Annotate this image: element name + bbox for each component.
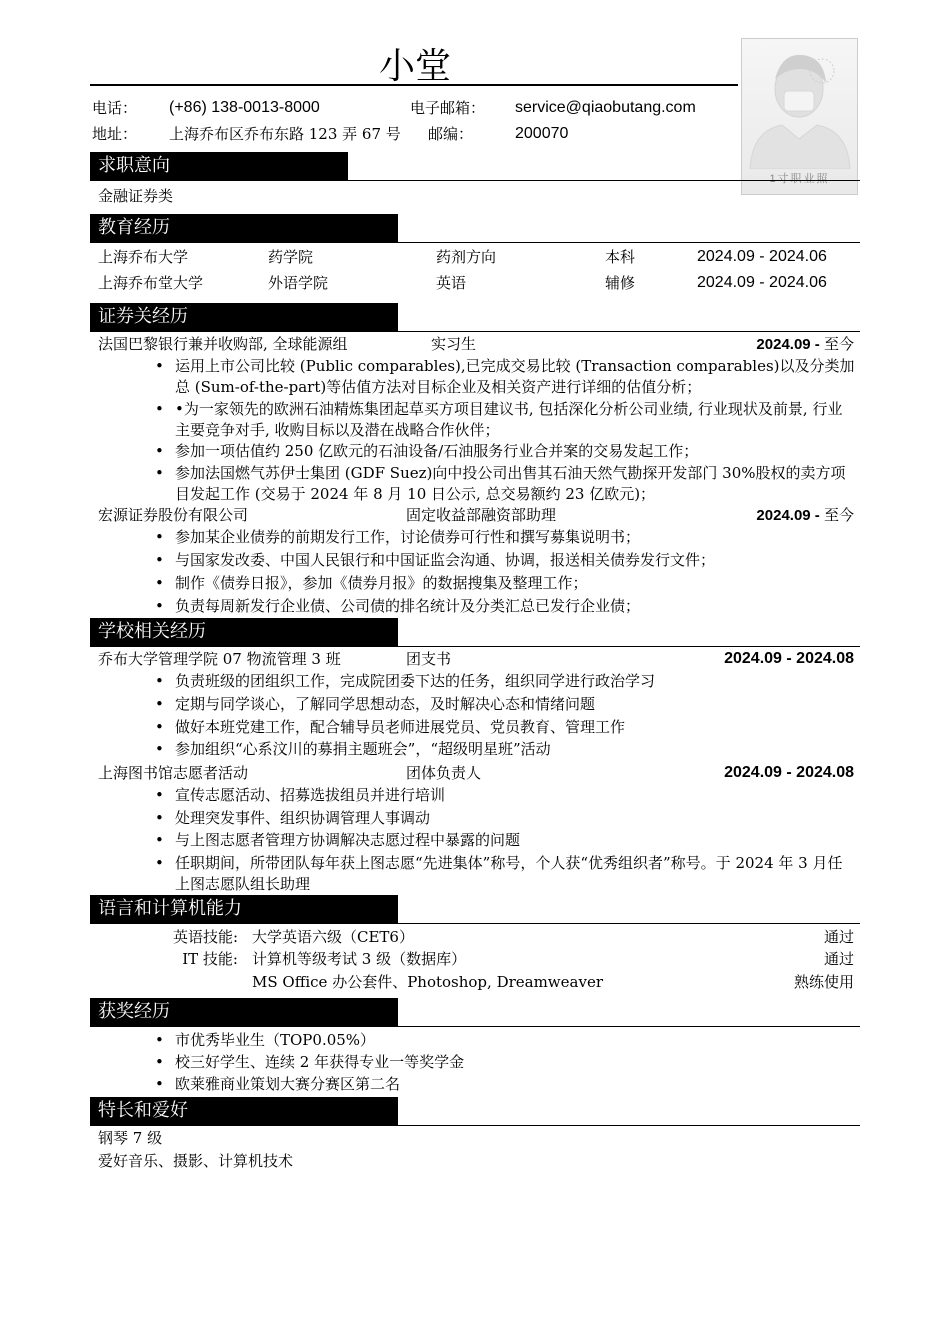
skill-level: 通过 <box>823 928 854 946</box>
work-role: 实习生 <box>431 335 477 353</box>
school-role: 团支书 <box>406 650 452 668</box>
photo-caption: 1寸职业照 <box>769 173 830 185</box>
education-list <box>98 245 858 295</box>
section-title: 证券关经历 <box>90 303 398 331</box>
edu-college: 药学院 <box>268 248 314 266</box>
section-education <box>90 214 860 243</box>
section-title: 特长和爱好 <box>90 1097 398 1125</box>
school-period: 2024.09 - 2024.08 <box>724 764 854 781</box>
name-divider <box>90 84 738 86</box>
section-awards <box>90 998 860 1027</box>
person-silhouette-icon <box>742 39 857 169</box>
address-value: 上海乔布区乔布东路 123 弄 67 号 <box>169 125 401 143</box>
work-role: 固定收益部融资部助理 <box>406 506 557 524</box>
work-end: 至今 <box>823 335 854 353</box>
education-row <box>98 271 858 295</box>
work-org: 宏源证券股份有限公司 <box>98 506 249 524</box>
address-label: 地址： <box>92 125 138 143</box>
zip-value: 200070 <box>515 125 569 142</box>
work-header <box>98 332 858 356</box>
section-title: 语言和计算机能力 <box>90 895 398 923</box>
school-header <box>98 761 858 785</box>
work-header <box>98 503 858 527</box>
zip-label: 邮编： <box>428 125 474 143</box>
section-skills <box>90 895 860 924</box>
school-org: 乔布大学管理学院 07 物流管理 3 班 <box>98 650 341 668</box>
skill-row <box>98 970 854 994</box>
edu-period: 2024.09 - 2024.06 <box>697 274 827 291</box>
work-start: 2024.09 - <box>756 507 824 524</box>
school-role: 团体负责人 <box>406 764 482 782</box>
skill-label: IT 技能: <box>182 950 238 968</box>
hobby-item: 爱好音乐、摄影、计算机技术 <box>98 1152 294 1170</box>
resume-name: 小堂 <box>378 46 451 87</box>
list-item: • 参加一项估值约 250 亿欧元的石油设备/石油服务行业合并案的交易发起工作； <box>155 442 699 460</box>
skill-item: 计算机等级考试 3 级（数据库） <box>252 950 467 968</box>
section-school <box>90 618 860 647</box>
work-end: 至今 <box>823 506 854 524</box>
edu-major: 英语 <box>436 274 467 292</box>
school-header <box>98 647 858 671</box>
edu-school: 上海乔布大学 <box>98 248 189 266</box>
section-intent <box>90 152 860 181</box>
list-item: • 参加法国燃气苏伊士集团 (GDF Suez)向中投公司出售其石油天然气勘探开发部门 30%股权的卖方项目发起工作 (交易于 2024 年 8 月 10 日公示, 总交易额约 23 亿欧元)； <box>155 464 846 503</box>
section-title: 求职意向 <box>90 152 348 180</box>
skill-item: MS Office 办公套件、Photoshop, Dreamweaver <box>252 973 603 991</box>
email-label: 电子邮箱： <box>410 99 486 117</box>
section-title: 教育经历 <box>90 214 398 242</box>
work-period <box>756 503 854 528</box>
education-row <box>98 245 858 269</box>
phone-value: (+86) 138-0013-8000 <box>169 99 320 116</box>
skill-row <box>98 947 854 971</box>
edu-college: 外语学院 <box>268 274 329 292</box>
list-item: • •为一家领先的欧洲石油精炼集团起草买方项目建议书, 包括深化分析公司业绩, 行业现状及前景, 行业主要竞争对手, 收购目标以及潜在战略合作伙伴； <box>155 400 843 439</box>
skill-label: 英语技能: <box>172 928 238 946</box>
intent-value: 金融证券类 <box>98 187 174 205</box>
section-securities <box>90 303 860 332</box>
work-start: 2024.09 - <box>756 336 824 353</box>
work-period <box>756 332 854 357</box>
list-item: • 运用上市公司比较 (Public comparables),已完成交易比较 (Transaction comparables)以及分类加总 (Sum-of-the-part)等估值方法对目标企业及相关资产进行详细的估值分析； <box>155 357 855 396</box>
skill-item: 大学英语六级（CET6） <box>252 928 414 946</box>
email-value: service@qiaobutang.com <box>515 99 696 116</box>
school-org: 上海图书馆志愿者活动 <box>98 764 249 782</box>
edu-school: 上海乔布堂大学 <box>98 274 204 292</box>
skill-level: 熟练使用 <box>793 973 854 991</box>
edu-degree: 辅修 <box>605 274 636 292</box>
skill-level: 通过 <box>823 950 854 968</box>
section-hobbies <box>90 1097 860 1126</box>
edu-period: 2024.09 - 2024.06 <box>697 248 827 265</box>
section-title: 获奖经历 <box>90 998 398 1026</box>
list-item: • 任职期间，所带团队每年获上图志愿“先进集体”称号，个人获“优秀组织者”称号。于 2024 年 3 月任上图志愿队组长助理 <box>155 854 843 893</box>
section-title: 学校相关经历 <box>90 618 398 646</box>
phone-label: 电话： <box>92 99 138 117</box>
hobby-item: 钢琴 7 级 <box>98 1129 163 1147</box>
edu-degree: 本科 <box>605 248 636 266</box>
school-period: 2024.09 - 2024.08 <box>724 650 854 667</box>
edu-major: 药剂方向 <box>436 248 497 266</box>
skill-row <box>98 925 854 949</box>
work-org: 法国巴黎银行兼并收购部, 全球能源组 <box>98 335 348 353</box>
